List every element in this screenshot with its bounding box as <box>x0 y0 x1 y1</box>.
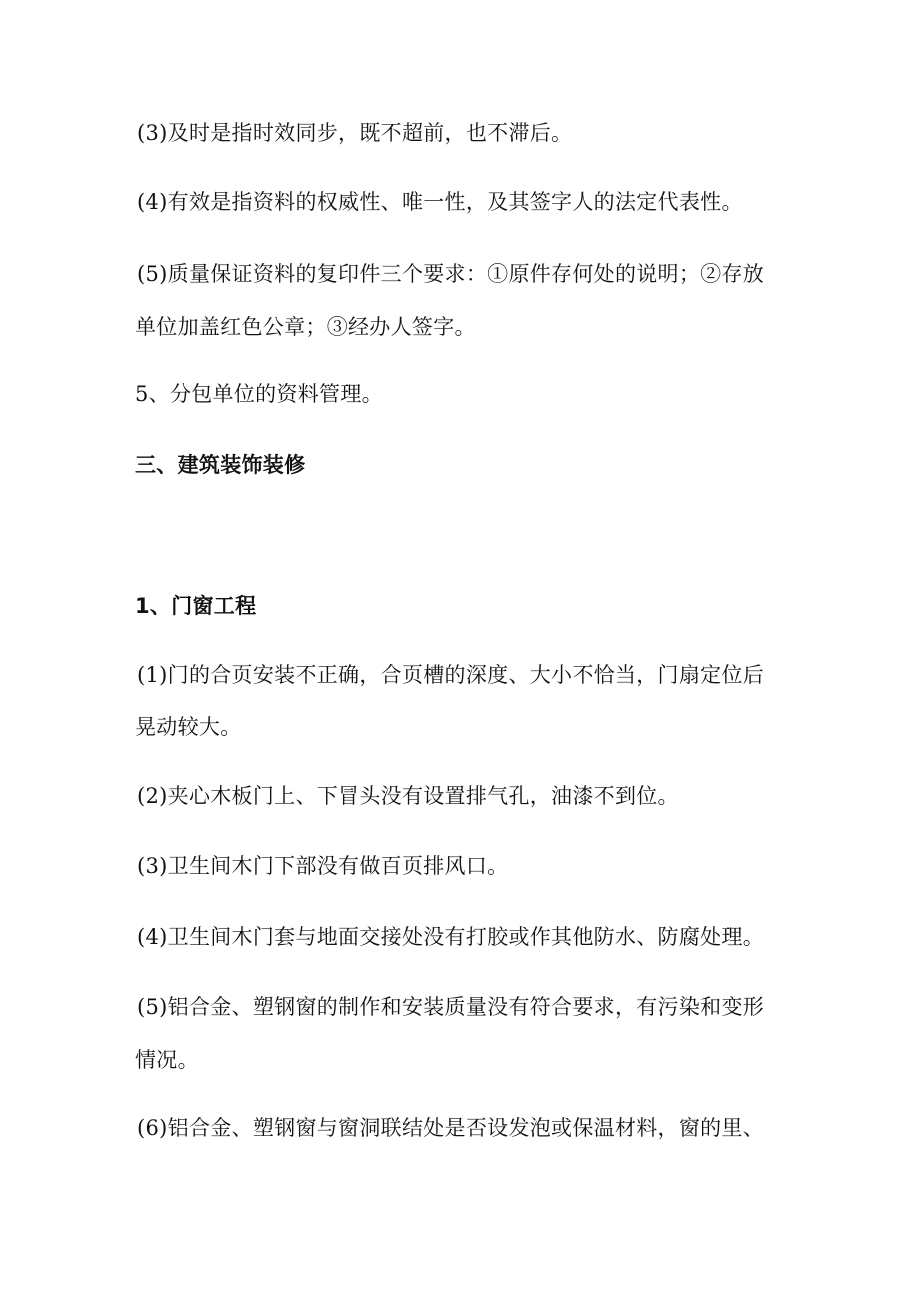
window-item-5-line-2: 情况。 <box>135 1048 199 1072</box>
paragraph-4-validity: (4)有效是指资料的权威性、唯一性，及其签字人的法定代表性。 <box>137 190 743 214</box>
door-item-1-line-2: 晃动较大。 <box>135 715 242 739</box>
paragraph-5-copy-requirements-line-2: 单位加盖红色公章；③经办人签字。 <box>135 315 476 339</box>
paragraph-5-copy-requirements-line-1: (5)质量保证资料的复印件三个要求：①原件存何处的说明；②存放 <box>137 262 765 286</box>
door-item-1-line-1: (1)门的合页安装不正确，合页槽的深度、大小不恰当，门扇定位后 <box>137 663 765 687</box>
window-item-5-line-1: (5)铝合金、塑钢窗的制作和安装质量没有符合要求，有污染和变形 <box>137 995 765 1019</box>
item-5-subcontractor-records: 5、分包单位的资料管理。 <box>135 382 383 406</box>
window-item-6-line-1: (6)铝合金、塑钢窗与窗洞联结处是否设发泡或保温材料，窗的里、 <box>137 1116 765 1140</box>
section-heading-decoration: 三、建筑装饰装修 <box>135 453 306 477</box>
door-item-3: (3)卫生间木门下部没有做百页排风口。 <box>137 854 509 878</box>
door-item-4: (4)卫生间木门套与地面交接处没有打胶或作其他防水、防腐处理。 <box>137 925 765 949</box>
paragraph-3-timeliness: (3)及时是指时效同步，既不超前，也不滞后。 <box>137 121 573 145</box>
subsection-heading-doors-windows: 1、门窗工程 <box>135 594 257 618</box>
door-item-2: (2)夹心木板门上、下冒头没有设置排气孔，油漆不到位。 <box>137 784 679 808</box>
